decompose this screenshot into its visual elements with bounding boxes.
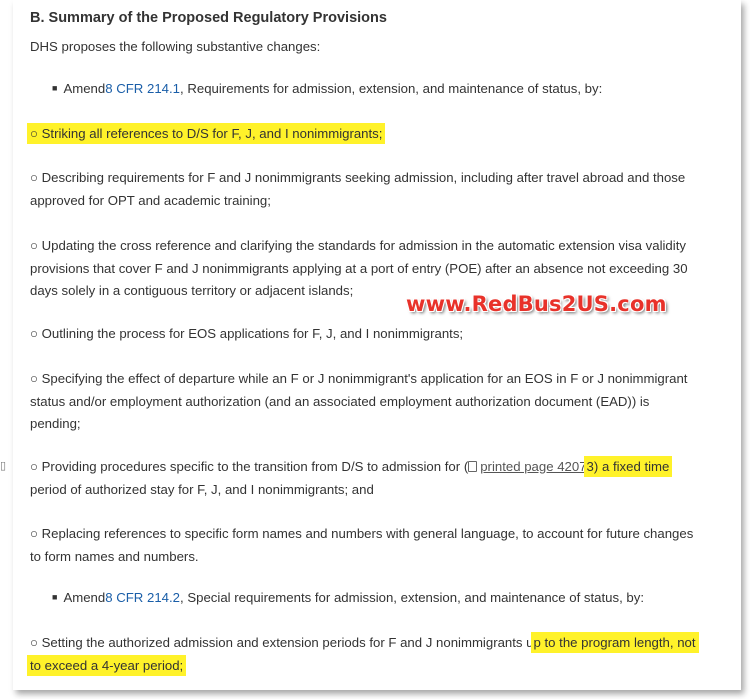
line: period of authorized stay for F, J, and I nonimmigrants; and: [30, 481, 374, 497]
line: ○ Setting the authorized admission and extension periods for F and J nonimmigrants u: [30, 635, 534, 650]
amend-text: , Requirements for admission, extension, and maintenance of status, by:: [180, 81, 603, 96]
highlighted-text: [587, 459, 670, 474]
document-icon: [468, 461, 477, 472]
line: ○ Updating the cross reference and clarifying the standards for admission in the automatic extension visa validity: [30, 238, 686, 253]
cfr-214-2-link[interactable]: 8 CFR 214.2: [105, 590, 181, 605]
watermark: www.RedBus2US.com: [406, 292, 667, 316]
highlighted-text: to exceed a 4-year period;: [30, 657, 184, 673]
list-item-specifying: [30, 368, 687, 436]
section-heading: B. Summary of the Proposed Regulatory Provisions: [30, 10, 387, 26]
list-item-describing: [30, 167, 685, 212]
line: ○ Replacing references to specific form names and numbers with general language, to account for future changes: [30, 526, 694, 541]
line: ○ Providing procedures specific to the transition from D/S to admission for (: [30, 459, 469, 474]
list-item-setting: [30, 632, 696, 677]
amend-prefix: Amend: [63, 590, 106, 605]
list-item-outlining: ○ Outlining the process for EOS applications for F, J, and I nonimmigrants;: [30, 326, 464, 341]
line: to form names and numbers.: [30, 548, 199, 564]
line: ○ Describing requirements for F and J nonimmigrants seeking admission, including after travel abroad and those: [30, 170, 686, 185]
cfr-214-1-link[interactable]: 8 CFR 214.1: [105, 81, 181, 96]
list-item-striking: [30, 123, 382, 146]
square-bullet-icon: ■: [52, 83, 58, 93]
line: days solely in a contiguous territory or adjacent islands;: [30, 283, 354, 298]
margin-doc-icon: ▯: [0, 460, 7, 472]
line: provisions that cover F and J nonimmigrants applying at a port of entry (POE) after an absence not exceeding 30: [30, 260, 688, 276]
amend-item-1: [52, 77, 602, 101]
printed-page-link[interactable]: [468, 459, 586, 474]
highlighted-text: p to the program length, not: [533, 635, 696, 650]
list-item-replacing: [30, 523, 693, 568]
document-frame: [13, 0, 741, 690]
intro-text: DHS proposes the following substantive changes:: [30, 39, 321, 54]
line: approved for OPT and academic training;: [30, 192, 271, 208]
list-item-providing: [30, 456, 669, 501]
line: status and/or employment authorization (and an associated employment authorization document (EAD)) is: [30, 393, 650, 409]
square-bullet-icon: ■: [52, 592, 58, 602]
amend-prefix: Amend: [63, 81, 106, 96]
amend-item-2: [52, 586, 644, 610]
page-link-tail: 3): [586, 459, 599, 474]
amend-text: , Special requirements for admission, extension, and maintenance of status, by:: [180, 590, 645, 605]
page-link-text: printed page 4207: [480, 459, 587, 474]
highlight-fixed-time: a fixed time: [598, 459, 670, 474]
line: ○ Specifying the effect of departure while an F or J nonimmigrant's application for an EOS in F or J nonimmigrant: [30, 371, 688, 386]
line: pending;: [30, 416, 81, 431]
highlighted-text: ○ Striking all references to D/S for F, J, and I nonimmigrants;: [30, 126, 383, 141]
